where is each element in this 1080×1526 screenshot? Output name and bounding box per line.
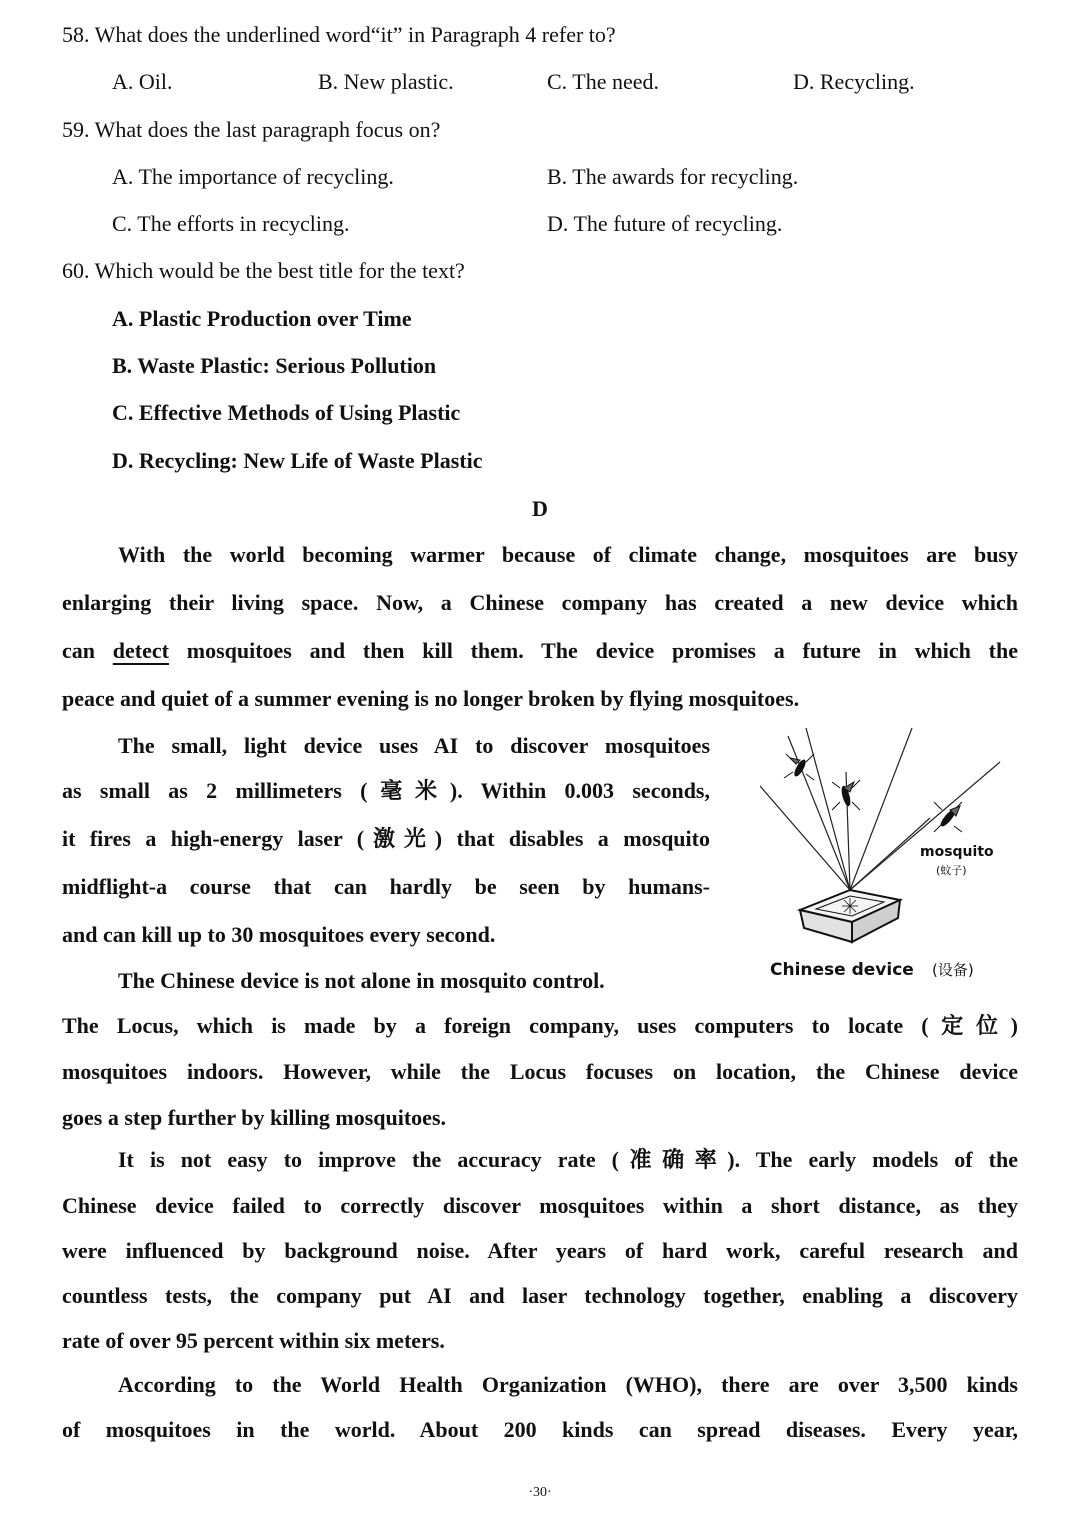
device-diagram <box>760 722 1020 992</box>
p4-line-4: countless tests, the company put AI and laser technology together, enabling a discovery <box>62 1283 1018 1308</box>
p2-line-3: it fires a high-energy laser (激光) that disables a mosquito <box>62 826 710 851</box>
q60-option-d: D. Recycling: New Life of Waste Plastic <box>112 448 483 473</box>
device-label: Chinese device <box>770 960 914 980</box>
p3-line-1: The Chinese device is not alone in mosquito control. <box>118 968 605 993</box>
p1-line-1: With the world becoming warmer because of climate change, mosquitoes are busy <box>118 542 1018 567</box>
p3-line-4: goes a step further by killing mosquitoes. <box>62 1105 447 1130</box>
q60-option-b: B. Waste Plastic: Serious Pollution <box>112 353 437 378</box>
mosquito-cn-label: (蚊子) <box>936 864 967 877</box>
p2-line-4: midflight-a course that can hardly be seen by humans- <box>62 874 710 899</box>
q60-option-c: C. Effective Methods of Using Plastic <box>112 400 461 425</box>
q58-option-a: A. Oil. <box>112 69 173 94</box>
q58-option-c: C. The need. <box>547 69 660 94</box>
p2-line-1: The small, light device uses AI to discover mosquitoes <box>118 733 710 758</box>
underlined-word-detect: detect <box>112 638 169 663</box>
laser-flash-icon <box>842 898 858 914</box>
page-number: ·30· <box>528 1485 552 1500</box>
mosquito-label: mosquito <box>920 844 994 860</box>
p5-line-1: According to the World Health Organization (WHO), there are over 3,500 kinds <box>118 1372 1018 1397</box>
p1-line-2: enlarging their living space. Now, a Chinese company has created a new device which <box>62 590 1018 615</box>
q60-option-a: A. Plastic Production over Time <box>112 306 412 331</box>
q60-stem: 60. Which would be the best title for the text? <box>62 258 465 283</box>
p1-line-3 <box>62 636 1018 666</box>
mosquito-icon <box>784 754 814 780</box>
q58-option-b: B. New plastic. <box>318 69 454 94</box>
q58-stem: 58. What does the underlined word“it” in Paragraph 4 refer to? <box>62 22 616 47</box>
device-box <box>800 890 900 942</box>
p4-line-2: Chinese device failed to correctly discover mosquitoes within a short distance, as they <box>62 1193 1018 1218</box>
p1-line-3-post: mosquitoes and then kill them. The device promises a future in which the <box>168 638 1019 663</box>
p2-line-5: and can kill up to 30 mosquitoes every second. <box>62 922 496 947</box>
q58-option-d: D. Recycling. <box>793 69 915 94</box>
q59-option-b: B. The awards for recycling. <box>547 164 799 189</box>
p2-line-2: as small as 2 millimeters (毫米). Within 0.003 seconds, <box>62 778 710 803</box>
p4-line-1: It is not easy to improve the accuracy rate (准确率). The early models of the <box>118 1147 1018 1172</box>
q59-option-c: C. The efforts in recycling. <box>112 211 350 236</box>
section-label: D <box>532 496 548 521</box>
q59-stem: 59. What does the last paragraph focus on? <box>62 117 441 142</box>
device-illustration <box>760 722 1020 992</box>
p3-line-2: The Locus, which is made by a foreign company, uses computers to locate (定位) <box>62 1013 1018 1038</box>
q59-option-a: A. The importance of recycling. <box>112 164 394 189</box>
q59-option-d: D. The future of recycling. <box>547 211 783 236</box>
p1-line-3-pre: can <box>62 638 113 663</box>
p1-line-4: peace and quiet of a summer evening is no longer broken by flying mosquitoes. <box>62 686 800 711</box>
p5-line-2: of mosquitoes in the world. About 200 kinds can spread diseases. Every year, <box>62 1417 1018 1442</box>
p3-line-3: mosquitoes indoors. However, while the Locus focuses on location, the Chinese device <box>62 1059 1018 1084</box>
p4-line-5: rate of over 95 percent within six meters. <box>62 1328 445 1353</box>
device-cn-label: (设备) <box>932 961 974 979</box>
p4-line-3: were influenced by background noise. After years of hard work, careful research and <box>62 1238 1018 1263</box>
